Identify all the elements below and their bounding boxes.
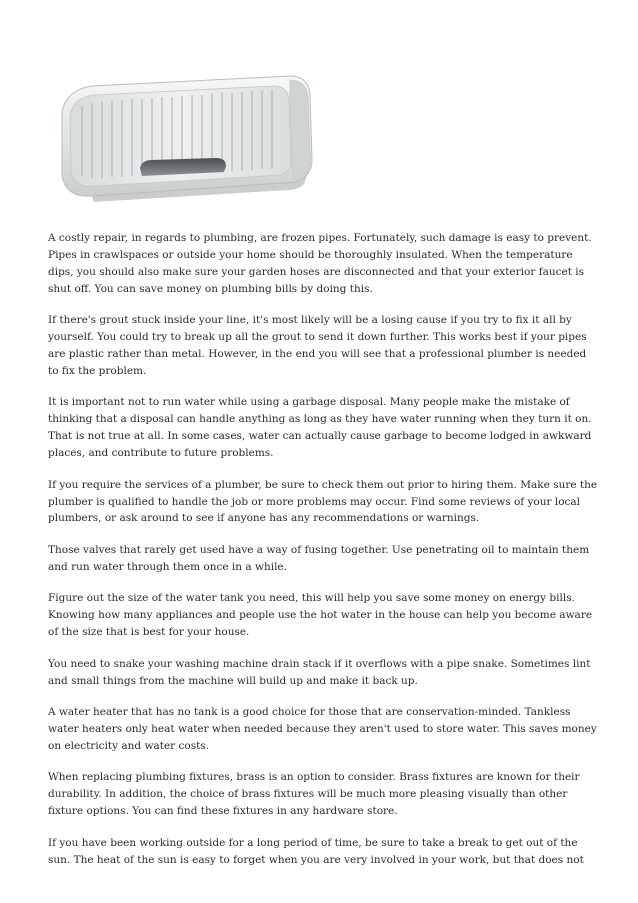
paragraph-tankless-heater: A water heater that has no tank is a good choice for those that are conservation-minded. Tankless water heaters only heat water when needed because they aren't used to store water. This saves money on electricity and water costs. bbox=[48, 706, 597, 752]
paragraph-garbage-disposal: It is important not to run water while using a garbage disposal. Many people make the mistake of thinking that a disposal can handle anything as long as they have water running when they turn it on. That is not true at all. In some cases, water can actually cause garbage to become lodged in awkward places, and contribute to future problems. bbox=[48, 396, 592, 460]
air-conditioner-icon bbox=[52, 72, 314, 208]
paragraph-sun-break: If you have been working outside for a long period of time, be sure to take a break to get out of the sun. The heat of the sun is easy to forget when you are very involved in your work, but that does not bbox=[48, 836, 584, 866]
paragraph-water-tank: Figure out the size of the water tank you need, this will help you save some money on energy bills. Knowing how many appliances and people use the hot water in the house can help you become aware of the size that is best for your house. bbox=[48, 592, 593, 639]
paragraph-drain-stack: You need to snake your washing machine drain stack if it overflows with a pipe snake. Sometimes lint and small things from the machine will build up and make it back up. bbox=[48, 657, 591, 687]
paragraph-frozen-pipes: A costly repair, in regards to plumbing, are frozen pipes. Fortunately, such damage is easy to prevent. Pipes in crawlspaces or outside your home should be thoroughly insulated. When the temperature dips, you should also make sure your garden hoses are disconnected and that your exterior faucet is shut off. You can save money on plumbing bills by doing this. bbox=[48, 232, 592, 295]
paragraph-valves: Those valves that rarely get used have a way of fusing together. Use penetrating oil to maintain them and run water through them once in a while. bbox=[48, 543, 590, 573]
paragraph-hiring-plumber: If you require the services of a plumber, be sure to check them out prior to hiring them. Make sure the plumber is qualified to handle the job or more problems may occur. Find some reviews of your local plumbers, or ask around to see if anyone has any recommendations or warnings. bbox=[48, 478, 598, 525]
article-body bbox=[48, 230, 598, 883]
paragraph-grout: If there's grout stuck inside your line, it's most likely will be a losing cause if you try to fix it all by yourself. You could try to break up all the grout to send it down further. This works best if your pipes are plastic rather than metal. However, in the end you will see that a professional plumber is needed to fix the problem. bbox=[48, 314, 587, 377]
paragraph-brass-fixtures: When replacing plumbing fixtures, brass is an option to consider. Brass fixtures are known for their durability. In addition, the choice of brass fixtures will be much more pleasing visually than other fixture options. You can find these fixtures in any hardware store. bbox=[48, 771, 580, 818]
